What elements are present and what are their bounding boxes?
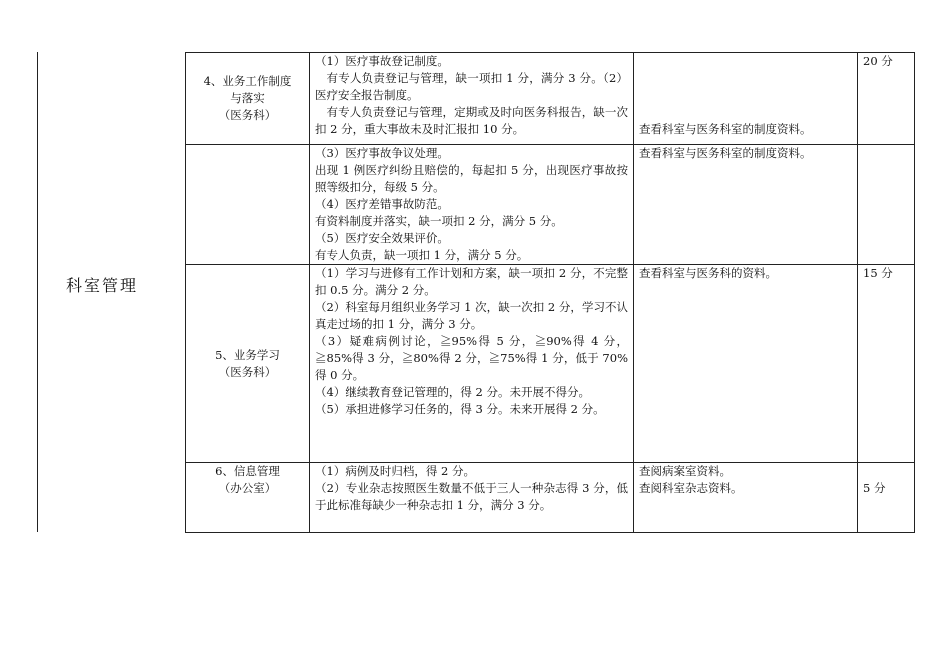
content-line: （2）科室每月组织业务学习 1 次，缺一次扣 2 分，学习不认真走过场的扣 1 分，满分 3 分。 <box>315 300 628 331</box>
item-cell <box>186 265 310 463</box>
item-dept: （医务科） <box>218 108 277 122</box>
content-line: （1）病例及时归档，得 2 分。 <box>315 464 475 478</box>
method-line: 查阅科室杂志资料。 <box>639 481 743 495</box>
content-line: （5）医疗安全效果评价。 <box>315 231 449 245</box>
content-line: 出现 1 例医疗纠纷且赔偿的，每起扣 5 分，出现医疗事故按照等级扣分，每级 5 分。 <box>315 163 628 194</box>
score-value: 5 分 <box>863 481 886 495</box>
item-cell <box>186 53 310 145</box>
table-row <box>186 463 915 533</box>
method-cell: 查看科室与医务科的资料。 <box>634 265 858 463</box>
score-cell: 20 分 <box>858 53 915 145</box>
score-cell: 15 分 <box>858 265 915 463</box>
content-line: （3）疑难病例讨论，≧95%得 5 分，≧90%得 4 分，≧85%得 3 分，≧80%得 2 分，≧75%得 1 分，低于 70%得 0 分。 <box>315 334 628 382</box>
item-cell <box>186 145 310 265</box>
method-cell: 查看科室与医务科室的制度资料。 <box>634 53 858 145</box>
left-border-line <box>37 52 38 532</box>
content-line: 有专人负责登记与管理，定期或及时向医务科报告，缺一次扣 2 分，重大事故未及时汇报扣 10 分。 <box>315 105 628 136</box>
content-line: 有资料制度并落实，缺一项扣 2 分，满分 5 分。 <box>315 214 563 228</box>
content-line: （1）学习与进修有工作计划和方案，缺一项扣 2 分，不完整扣 0.5 分。满分 2 分。 <box>315 266 628 297</box>
content-line: （1）医疗事故登记制度。 <box>315 54 449 68</box>
category-label: 科室管理 <box>66 276 139 295</box>
content-line: （4）医疗差错事故防范。 <box>315 197 449 211</box>
content-cell <box>310 463 634 533</box>
assessment-table <box>185 52 915 533</box>
content-line: （2）专业杂志按照医生数量不低于三人一种杂志得 3 分，低于此标准每缺少一种杂志扣 1 分，满分 3 分。 <box>315 481 628 512</box>
content-line: （3）医疗事故争议处理。 <box>315 146 449 160</box>
content-line: （4）继续教育登记管理的，得 2 分。未开展不得分。 <box>315 385 590 399</box>
method-cell <box>634 463 858 533</box>
content-line: 有专人负责登记与管理，缺一项扣 1 分，满分 3 分。（2）医疗安全报告制度。 <box>315 71 628 102</box>
item-name: 6、信息管理 <box>215 464 280 478</box>
item-dept: （医务科） <box>218 364 277 379</box>
table-row <box>186 53 915 145</box>
content-cell <box>310 265 634 463</box>
content-line: （5）承担进修学习任务的，得 3 分。未来开展得 2 分。 <box>315 402 605 416</box>
item-cell <box>186 463 310 533</box>
item-name: 4、业务工作制度 <box>203 74 292 88</box>
score-cell <box>858 463 915 533</box>
content-cell <box>310 53 634 145</box>
content-cell <box>310 145 634 265</box>
method-line: 查阅病案室资料。 <box>639 464 731 478</box>
score-cell <box>858 145 915 265</box>
item-dept: （办公室） <box>218 481 277 495</box>
method-cell: 查看科室与医务科室的制度资料。 <box>634 145 858 265</box>
item-name: 5、业务学习 <box>215 347 280 362</box>
table-row <box>186 145 915 265</box>
content-line: 有专人负责，缺一项扣 1 分，满分 5 分。 <box>315 248 529 262</box>
item-name-cont: 与落实 <box>230 91 265 105</box>
table-row <box>186 265 915 463</box>
